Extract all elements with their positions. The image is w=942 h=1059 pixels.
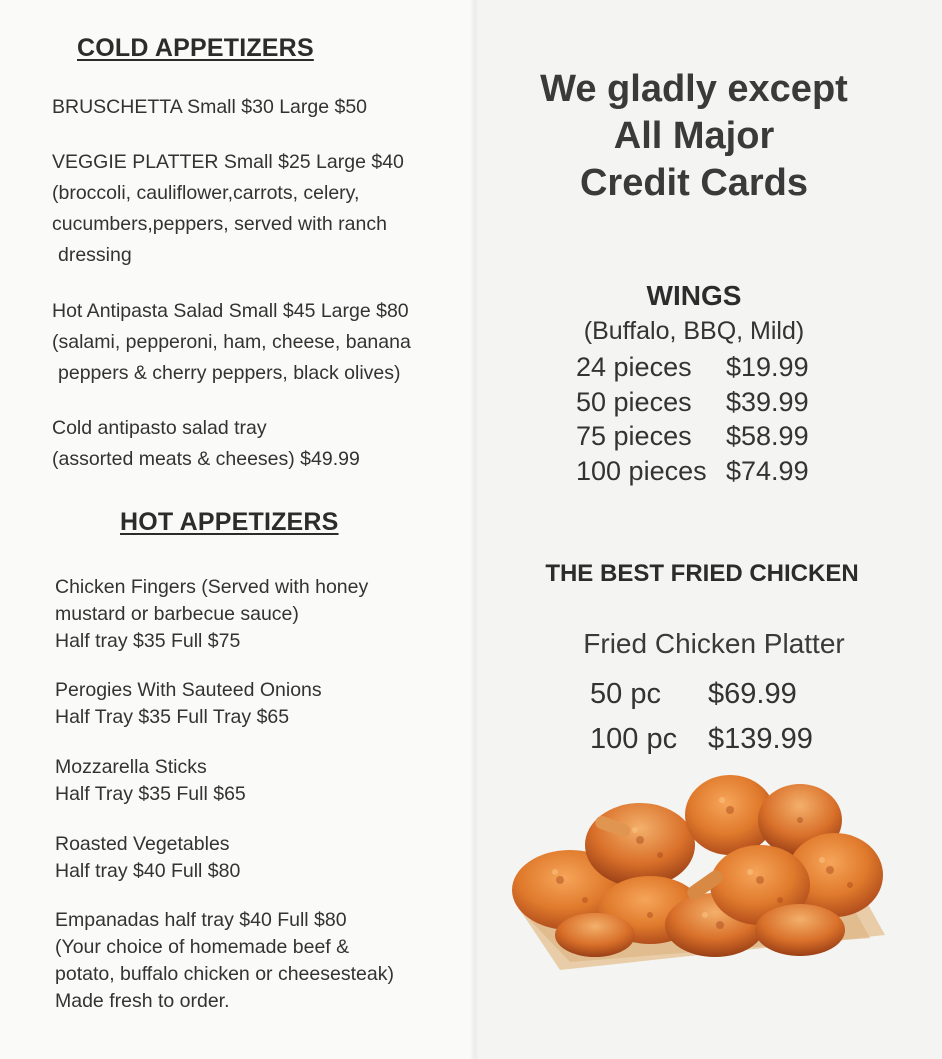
wings-flavors: (Buffalo, BBQ, Mild) [583,317,805,345]
menu-line: Chicken Fingers (Served with honey [55,576,369,598]
hot-item-perogies [55,677,322,731]
wings-row [576,385,809,420]
fried-chicken-row [590,672,813,717]
notice-line: All Major [613,115,775,157]
menu-line: (Your choice of homemade beef & [55,936,350,958]
fried-chicken-image [500,760,900,980]
menu-line: Roasted Vegetables [55,833,230,855]
menu-line: dressing [58,244,132,266]
fried-chicken-qty: 50 pc [590,678,661,710]
wings-qty: 75 pieces [576,421,692,451]
menu-line: Half Tray $35 Full Tray $65 [55,706,290,728]
hot-item-roasted-vegetables [55,831,240,885]
notice-line: We gladly except [540,68,848,110]
wings-price: $74.99 [726,455,809,486]
cold-item-antipasto-tray [52,413,360,475]
menu-line: mustard or barbecue sauce) [55,603,299,625]
menu-line: (salami, pepperoni, ham, cheese, banana [52,331,411,353]
wings-price-list [576,350,809,488]
cold-item-bruschetta [52,92,367,123]
menu-line: Made fresh to order. [55,990,230,1012]
cold-item-veggie-platter [52,147,404,271]
wings-price: $58.99 [726,421,809,451]
wings-row [576,419,809,454]
fried-chicken-qty: 100 pc [590,723,678,755]
menu-line: (broccoli, cauliflower,carrots, celery, [52,182,360,204]
menu-line: peppers & cherry peppers, black olives) [58,362,401,384]
fried-chicken-heading: THE BEST FRIED CHICKEN [545,560,859,587]
menu-line: potato, buffalo chicken or cheesesteak) [55,963,394,985]
fried-chicken-price: $139.99 [708,723,813,755]
wings-row [576,350,809,385]
hot-item-mozzarella-sticks [55,754,246,808]
wings-price: $19.99 [726,352,809,382]
fried-chicken-price: $69.99 [708,678,797,710]
hot-appetizers-heading: HOT APPETIZERS [120,508,339,536]
wings-qty: 24 pieces [576,352,692,382]
wings-row [576,454,809,489]
menu-line: cucumbers,peppers, served with ranch [52,213,387,235]
menu-line: Hot Antipasta Salad Small $45 Large $80 [52,300,409,322]
menu-line: Half tray $35 Full $75 [55,630,241,652]
menu-line: Mozzarella Sticks [55,756,207,778]
wings-qty: 50 pieces [576,386,692,417]
fried-chicken-row [590,717,813,762]
wings-qty: 100 pieces [576,455,707,486]
hot-item-empanadas [55,907,394,1015]
menu-line: Half Tray $35 Full $65 [55,783,246,805]
menu-line: (assorted meats & cheeses) $49.99 [52,448,360,470]
menu-line: Perogies With Sauteed Onions [55,679,322,701]
hot-item-chicken-fingers [55,574,368,655]
fried-chicken-price-list [590,672,813,762]
wings-price: $39.99 [726,386,809,417]
menu-line: Half tray $40 Full $80 [55,860,241,882]
credit-cards-notice [474,66,914,207]
cold-appetizers-heading: COLD APPETIZERS [77,34,314,62]
notice-line: Credit Cards [579,162,809,204]
cold-item-hot-antipasta-salad [52,296,411,389]
menu-line: BRUSCHETTA Small $30 Large $50 [52,96,368,118]
fried-chicken-platter-label: Fried Chicken Platter [583,628,845,659]
wings-heading: WINGS [646,280,742,311]
menu-line: VEGGIE PLATTER Small $25 Large $40 [52,151,404,173]
menu-line: Empanadas half tray $40 Full $80 [55,909,347,931]
menu-line: Cold antipasto salad tray [52,417,267,439]
